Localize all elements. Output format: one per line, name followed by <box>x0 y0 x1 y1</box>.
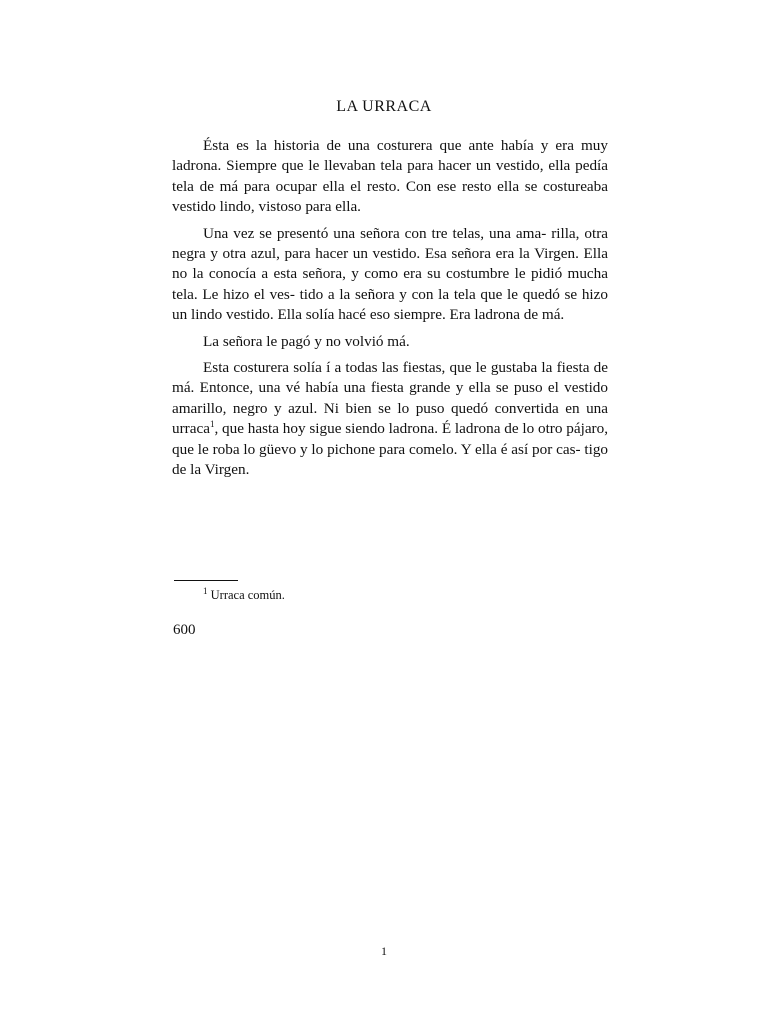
text-line: la fiesta de má. Entonce, una vé había una fiesta grande <box>172 359 608 397</box>
text-line: como era su costumbre le pidió mucha tela. Le hizo el ves- <box>172 265 609 303</box>
footnote-text: Urraca común. <box>210 588 285 602</box>
story-text <box>172 136 608 487</box>
text-line: Esta costurera solía í a todas las fiestas, que le gustaba <box>203 359 538 377</box>
paragraph-1 <box>172 136 608 218</box>
text-line: La señora le pagó y no volvió má. <box>203 332 410 350</box>
text-line: vestido. Ella solía hacé eso siempre. Era ladrona de má. <box>226 306 565 324</box>
paragraph-3 <box>172 332 608 352</box>
text-line: ella. <box>335 198 361 216</box>
footnote-reference: 1 <box>209 419 215 430</box>
text-line: un vestido, ella pedía tela de má para ocupar ella el resto. <box>172 157 608 195</box>
text-line: tigo de la Virgen. <box>172 440 609 479</box>
text-line: tido a la señora y con la tela que le quedó se hizo un lindo <box>172 285 608 324</box>
text-line: y ella se puso el vestido amarillo, negro y azul. Ni bien se <box>172 379 608 417</box>
book-page-number: 600 <box>173 622 196 638</box>
text-line: Ésta es la historia de una costurera que ante había <box>203 137 534 154</box>
footnote <box>203 585 285 603</box>
text-line-tail: , que hasta hoy <box>214 420 306 438</box>
footnote-divider <box>174 580 238 581</box>
text-line: rilla, otra negra y otra azul, para hacer un vestido. Esa <box>172 224 609 263</box>
text-line: lo puso quedó convertida en una urraca <box>172 399 609 438</box>
page-title: LA URRACA <box>336 98 432 115</box>
paragraph-4 <box>172 358 608 480</box>
text-line: Con ese resto ella se costureaba vestido lindo, vistoso para <box>172 177 609 216</box>
paragraph-2 <box>172 224 608 326</box>
pdf-page-number: 1 <box>381 944 387 958</box>
text-line: roba lo güevo y lo pichone para comelo. Y ella é así por cas- <box>212 440 581 458</box>
text-line: y era muy ladrona. Siempre que le llevaban tela para hacer <box>172 137 608 175</box>
text-line: Una vez se presentó una señora con tre telas, una ama- <box>203 224 547 242</box>
text-line: señora era la Virgen. Ella no la conocía a esta señora, y <box>172 245 608 283</box>
text-line: sigue siendo ladrona. É ladrona de lo otro pájaro, que le <box>172 420 609 458</box>
footnote-marker: 1 <box>203 585 208 596</box>
